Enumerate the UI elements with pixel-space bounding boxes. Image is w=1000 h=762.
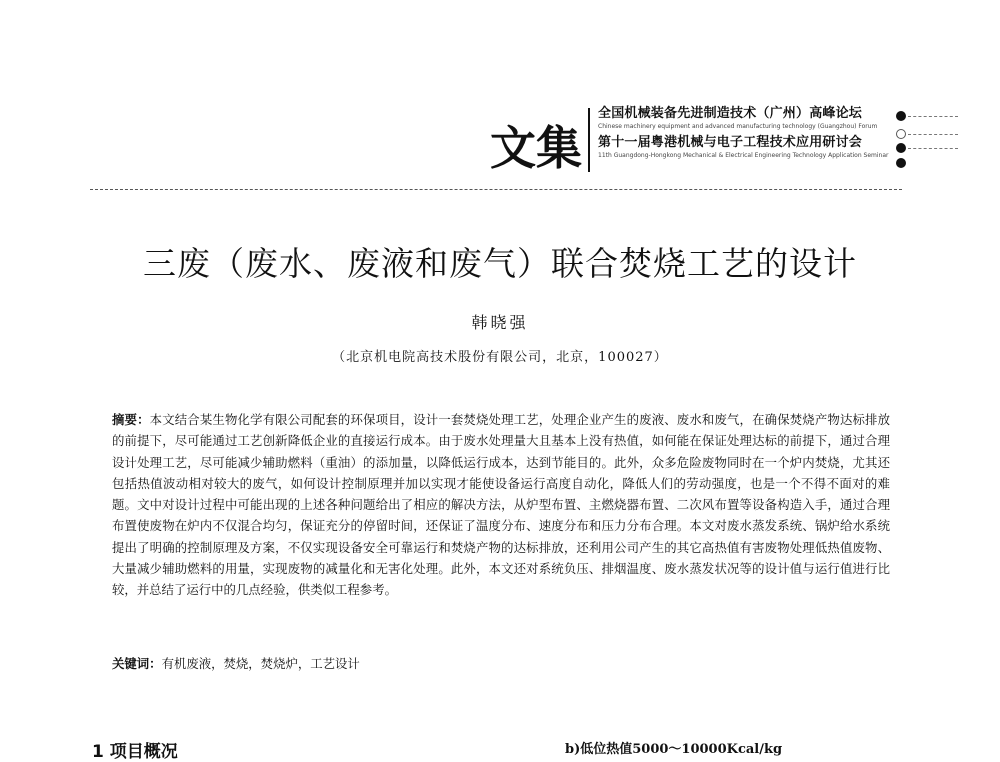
header-divider	[588, 108, 590, 172]
header-rule	[90, 189, 902, 190]
bullet-icon	[896, 143, 906, 153]
header-side-rule	[908, 134, 958, 135]
abstract	[112, 409, 890, 601]
seminar-title-en: 11th Guangdong-Hongkong Mechanical & Electrical Engineering Technology Application Seminar	[598, 152, 889, 159]
section-heading: 1 项目概况	[92, 742, 178, 762]
forum-title-en: Chinese machinery equipment and advanced manufacturing technology (Guangzhou) Forum	[598, 123, 878, 130]
header-side-rule	[908, 148, 958, 149]
collection-title-calligraphy	[490, 100, 582, 178]
paper-affiliation: （北京机电院高技术股份有限公司，北京，100027）	[332, 350, 668, 365]
bullet-icon	[896, 158, 906, 168]
header-side-rule	[908, 116, 958, 117]
keywords-text: 有机废液，焚烧，焚烧炉，工艺设计	[161, 656, 360, 671]
abstract-label: 摘要：	[112, 412, 150, 427]
bullet-icon	[896, 111, 906, 121]
paper-author: 韩晓强	[471, 313, 529, 332]
seminar-title-cn: 第十一届粤港机械与电子工程技术应用研讨会	[598, 135, 863, 150]
right-column-text: b)低位热值5000～10000Kcal/kg	[565, 742, 783, 757]
keywords-label: 关键词：	[112, 656, 162, 671]
keywords	[112, 654, 890, 674]
abstract-text: 本文结合某生物化学有限公司配套的环保项目，设计一套焚烧处理工艺，处理企业产生的废液、废水和废气，在确保焚烧产物达标排放的前提下，尽可能通过工艺创新降低企业的直接运行成本。由于废水处理量大且基本上没有热值，如何能在保证处理达标的前提下，通过合理设计处理工艺，尽可能减少辅助燃料（重油）的添加量，以降低运行成本，达到节能目的。此外，众多危险废物同时在一个炉内焚烧，尤其还包括热值波动相对较大的废气，如何设计控制原理并加以实现才能使设备运行高度自动化，降低人们的劳动强度，也是一个不得不面对的难题。文中对设计过程中可能出现的上述各种问题给出了相应的解决方法，从炉型布置、主燃烧器布置、二次风布置等设备构造入手，通过合理布置使废物在炉内不仅混合均匀，保证充分的停留时间，还保证了温度分布、速度分布和压力分布合理。本文对废水蒸发系统、锅炉给水系统提出了明确的控制原理及方案，不仅实现设备安全可靠运行和焚烧产物的达标排放，还利用公司产生的其它高热值有害废物处理低热值废物、大量减少辅助燃料的用量，实现废物的减量化和无害化处理。此外，本文还对系统负压、排烟温度、废水蒸发状况等的设计值与运行值进行比较，并总结了运行中的几点经验，供类似工程参考。	[112, 412, 891, 598]
collection-title-mark	[490, 100, 582, 178]
proceedings-header	[490, 100, 960, 180]
bullet-outline-icon	[896, 129, 906, 139]
collection-title-text: 文集	[490, 121, 582, 175]
forum-title-cn: 全国机械装备先进制造技术（广州）高峰论坛	[598, 106, 863, 121]
paper-title: 三废（废水、废液和废气）联合焚烧工艺的设计	[143, 244, 857, 283]
